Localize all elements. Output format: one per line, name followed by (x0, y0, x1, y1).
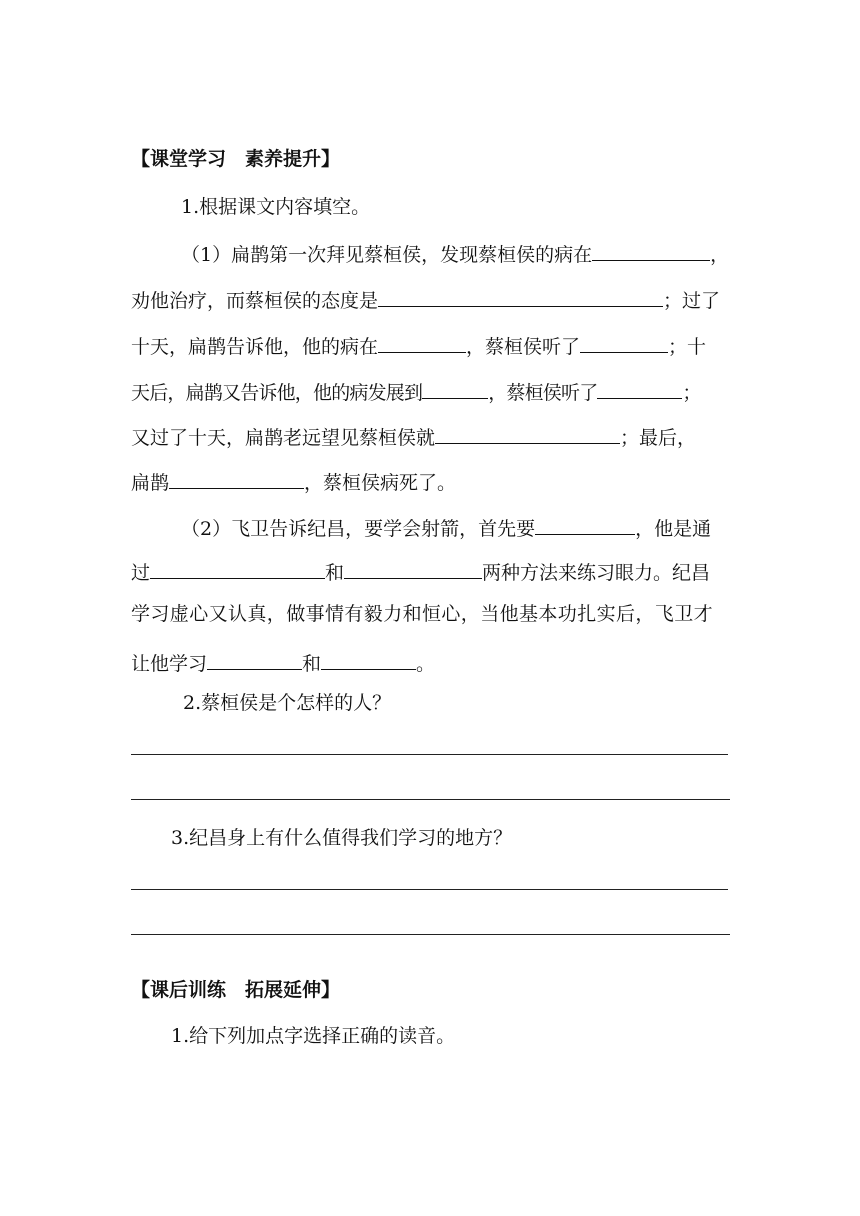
blank-disease-location-1[interactable] (592, 238, 710, 261)
section-heading-afterclass: 【课后训练 拓展延伸】 (131, 979, 341, 1001)
part2-line3: 学习虚心又认真，做事情有毅力和恒心，当他基本功扎实后，飞卫才 (131, 603, 714, 625)
part2-line4-text: 让他学习 (131, 653, 208, 675)
part1-line6-end: ，蔡桓侯病死了。 (304, 472, 457, 494)
part1-line2-end: ；过了 (663, 290, 721, 312)
question-2-label: 2.蔡桓侯是个怎样的人？ (183, 692, 392, 714)
part2-line1-end: ，他是通 (635, 518, 712, 540)
part1-line4 (131, 376, 701, 405)
part1-line5-end: ；最后， (620, 427, 697, 449)
part1-line2-text: 劝他治疗，而蔡桓侯的态度是 (131, 290, 379, 312)
part2-line2-and: 和 (325, 562, 345, 584)
blank-skill-2[interactable] (321, 647, 416, 670)
part2-line2-text: 过 (131, 562, 151, 584)
part1-line3 (131, 330, 706, 359)
part1-line1 (181, 238, 729, 267)
answer-line-q2-1[interactable] (131, 754, 728, 755)
blank-bianque-action[interactable] (435, 421, 620, 444)
question-3-label: 3.纪昌身上有什么值得我们学习的地方？ (171, 827, 513, 849)
part1-line6-text: 扁鹊 (131, 472, 170, 494)
part1-line4-end: ； (682, 382, 701, 404)
part1-line4-mid: ，蔡桓侯听了 (488, 382, 598, 404)
section-heading-classroom: 【课堂学习 素养提升】 (131, 148, 341, 170)
blank-method-2[interactable] (344, 556, 482, 579)
part1-line3-text: 十天，扁鹊告诉他，他的病在 (131, 336, 379, 358)
part2-line2-end: 两种方法来练习眼力。纪昌 (482, 562, 711, 584)
part1-line2 (131, 284, 720, 313)
part2-line4 (131, 647, 435, 676)
blank-reaction-1[interactable] (580, 330, 668, 353)
question-1-label: 1.根据课文内容填空。 (181, 196, 371, 218)
blank-attitude[interactable] (378, 284, 663, 307)
part1-line1-end: ， (710, 244, 730, 266)
blank-disease-progress[interactable] (422, 376, 488, 399)
part2-line1-text: （2）飞卫告诉纪昌，要学会射箭，首先要 (181, 518, 536, 540)
afterclass-question-1-label: 1.给下列加点字选择正确的读音。 (171, 1025, 456, 1047)
blank-reaction-2[interactable] (597, 376, 682, 399)
part1-line1-text: （1）扁鹊第一次拜见蔡桓侯，发现蔡桓侯的病在 (181, 244, 593, 266)
part2-line2 (131, 556, 710, 585)
part1-line3-end: ；十 (668, 336, 707, 358)
part2-line4-and: 和 (302, 653, 322, 675)
answer-line-q3-2[interactable] (131, 934, 730, 935)
blank-skill-1[interactable] (207, 647, 302, 670)
part2-line1 (181, 512, 711, 541)
blank-method-1[interactable] (150, 556, 325, 579)
part1-line5 (131, 421, 696, 450)
blank-disease-location-2[interactable] (378, 330, 466, 353)
answer-line-q3-1[interactable] (131, 889, 728, 890)
blank-bianque-final[interactable] (169, 466, 304, 489)
part1-line3-mid: ，蔡桓侯听了 (466, 336, 581, 358)
part1-line5-text: 又过了十天，扁鹊老远望见蔡桓侯就 (131, 427, 436, 449)
part1-line4-text: 天后，扁鹊又告诉他，他的病发展到 (131, 382, 423, 404)
answer-line-q2-2[interactable] (131, 799, 730, 800)
part2-line4-end: 。 (416, 653, 436, 675)
blank-first-requirement[interactable] (535, 512, 635, 535)
part1-line6 (131, 466, 456, 495)
